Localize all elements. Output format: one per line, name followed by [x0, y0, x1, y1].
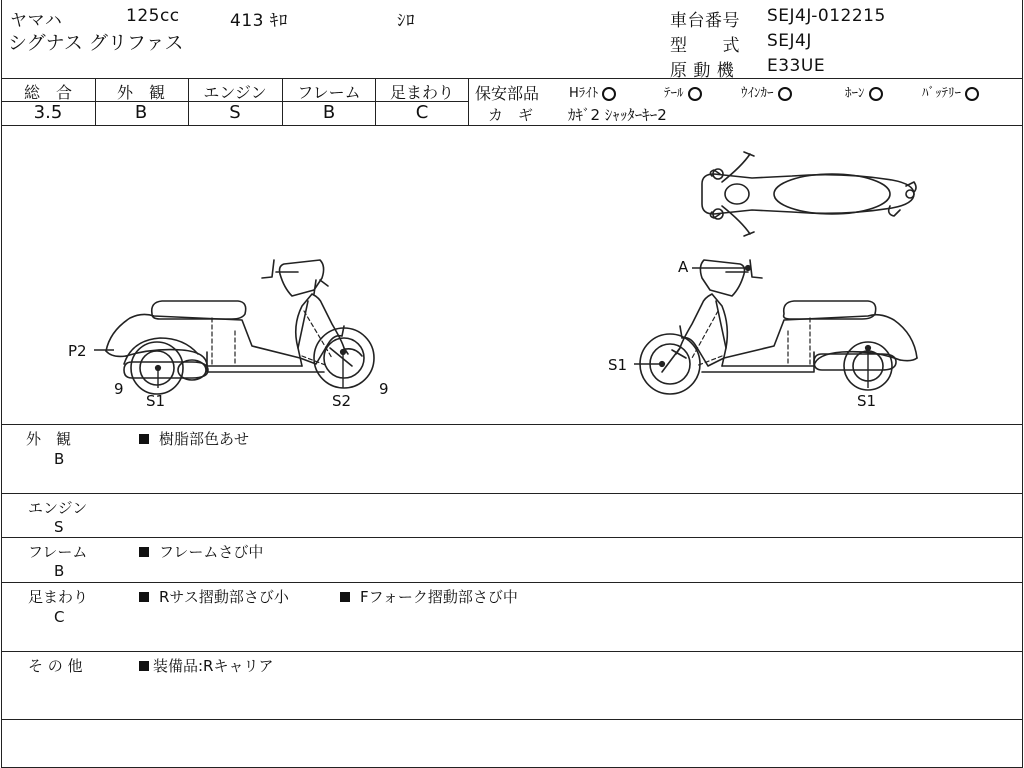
- mark-label: S1: [146, 392, 166, 410]
- divider: [2, 582, 1022, 583]
- safety-item-horn: [845, 82, 883, 101]
- remark-grade: S: [54, 518, 64, 536]
- grade-label-overall: 総 合: [23, 83, 72, 102]
- frame-no: SEJ4J-012215: [767, 6, 886, 26]
- safety-item-label: ﾃｰﾙ: [664, 86, 684, 101]
- remark-grade: C: [54, 608, 65, 626]
- bullet-square-icon: [340, 592, 350, 602]
- remark-note-text: Fフォーク摺動部さび中: [360, 588, 518, 606]
- right-side-scooter-drawing: [640, 260, 917, 394]
- mileage: 413 ｷﾛ: [230, 11, 288, 31]
- remark-note: [139, 541, 263, 562]
- grade-label-exterior: 外 観: [116, 83, 165, 102]
- remark-note-text: 樹脂部色あせ: [159, 430, 250, 448]
- remark-label: エンジン: [28, 499, 88, 517]
- safety-item-label: Hﾗｲﾄ: [569, 86, 599, 101]
- safety-item-label: ﾎｰﾝ: [845, 86, 865, 101]
- type-label: 型 式: [670, 36, 740, 56]
- grade-value-engine: S: [229, 102, 241, 123]
- divider: [2, 537, 1022, 538]
- engine-label: 原 動 機: [670, 61, 735, 81]
- displacement: 125cc: [126, 6, 180, 26]
- mark-label: S2: [332, 392, 352, 410]
- engine-value: E33UE: [767, 56, 826, 76]
- grade-label-suspension: 足まわり: [389, 83, 454, 102]
- color: ｼﾛ: [397, 11, 415, 31]
- bullet-square-icon: [139, 547, 149, 557]
- remark-label: 外 観: [26, 430, 72, 448]
- remark-note: [139, 586, 289, 607]
- divider: [2, 719, 1022, 720]
- divider: [2, 651, 1022, 652]
- key-label: カ ギ: [488, 106, 534, 124]
- ok-circle-icon: [869, 87, 883, 101]
- remark-label: そ の 他: [28, 657, 83, 675]
- safety-item-tail: [664, 82, 702, 101]
- safety-item-battery: [922, 82, 979, 101]
- safety-item-headlight: [569, 82, 616, 101]
- grade-value-overall: 3.5: [33, 102, 63, 123]
- maker: ヤマハ: [10, 11, 63, 31]
- remark-note-text: Rサス摺動部さび小: [159, 588, 289, 606]
- divider: [468, 78, 469, 125]
- safety-item-winker: [741, 82, 792, 101]
- mark-label: S1: [857, 392, 877, 410]
- mark-label: S1: [608, 356, 628, 374]
- divider: [2, 78, 1022, 79]
- safety-label: 保安部品: [475, 84, 540, 103]
- divider: [2, 424, 1022, 425]
- key-value: ｶｷﾞ2 ｼｬｯﾀｰｷｰ2: [568, 106, 667, 124]
- left-side-scooter-drawing: [106, 260, 374, 394]
- remark-note: [139, 428, 249, 449]
- mark-label: P2: [68, 342, 87, 360]
- remark-grade: B: [54, 450, 65, 468]
- top-view-scooter-drawing: [702, 152, 916, 236]
- remark-label: フレーム: [28, 543, 88, 561]
- remark-note: [139, 655, 273, 676]
- frame-no-label: 車台番号: [670, 11, 740, 31]
- safety-item-label: ﾊﾞｯﾃﾘｰ: [922, 86, 961, 101]
- remark-grade: B: [54, 562, 65, 580]
- remark-note-text: フレームさび中: [159, 543, 264, 561]
- grade-label-frame: フレーム: [297, 83, 361, 102]
- ok-circle-icon: [688, 87, 702, 101]
- bullet-square-icon: [139, 434, 149, 444]
- safety-item-label: ｳｲﾝｶｰ: [741, 86, 774, 101]
- mark-label: 9: [379, 380, 389, 398]
- ok-circle-icon: [602, 87, 616, 101]
- remark-note: [340, 586, 518, 607]
- ok-circle-icon: [778, 87, 792, 101]
- grade-value-frame: B: [322, 102, 336, 123]
- divider: [2, 493, 1022, 494]
- model-name: シグナス グリファス: [8, 32, 184, 54]
- bullet-square-icon: [139, 592, 149, 602]
- mark-label: 9: [114, 380, 124, 398]
- remark-label: 足まわり: [28, 588, 89, 606]
- inspection-sheet: [1, 0, 1023, 768]
- grade-label-engine: エンジン: [203, 83, 267, 102]
- grade-value-suspension: C: [415, 102, 429, 123]
- mark-label: A: [678, 258, 689, 276]
- bullet-square-icon: [139, 661, 149, 671]
- damage-diagram: [2, 126, 1022, 424]
- grade-value-exterior: B: [134, 102, 148, 123]
- remark-note-text: 装備品:Rキャリア: [153, 657, 274, 675]
- type-value: SEJ4J: [767, 31, 812, 51]
- ok-circle-icon: [965, 87, 979, 101]
